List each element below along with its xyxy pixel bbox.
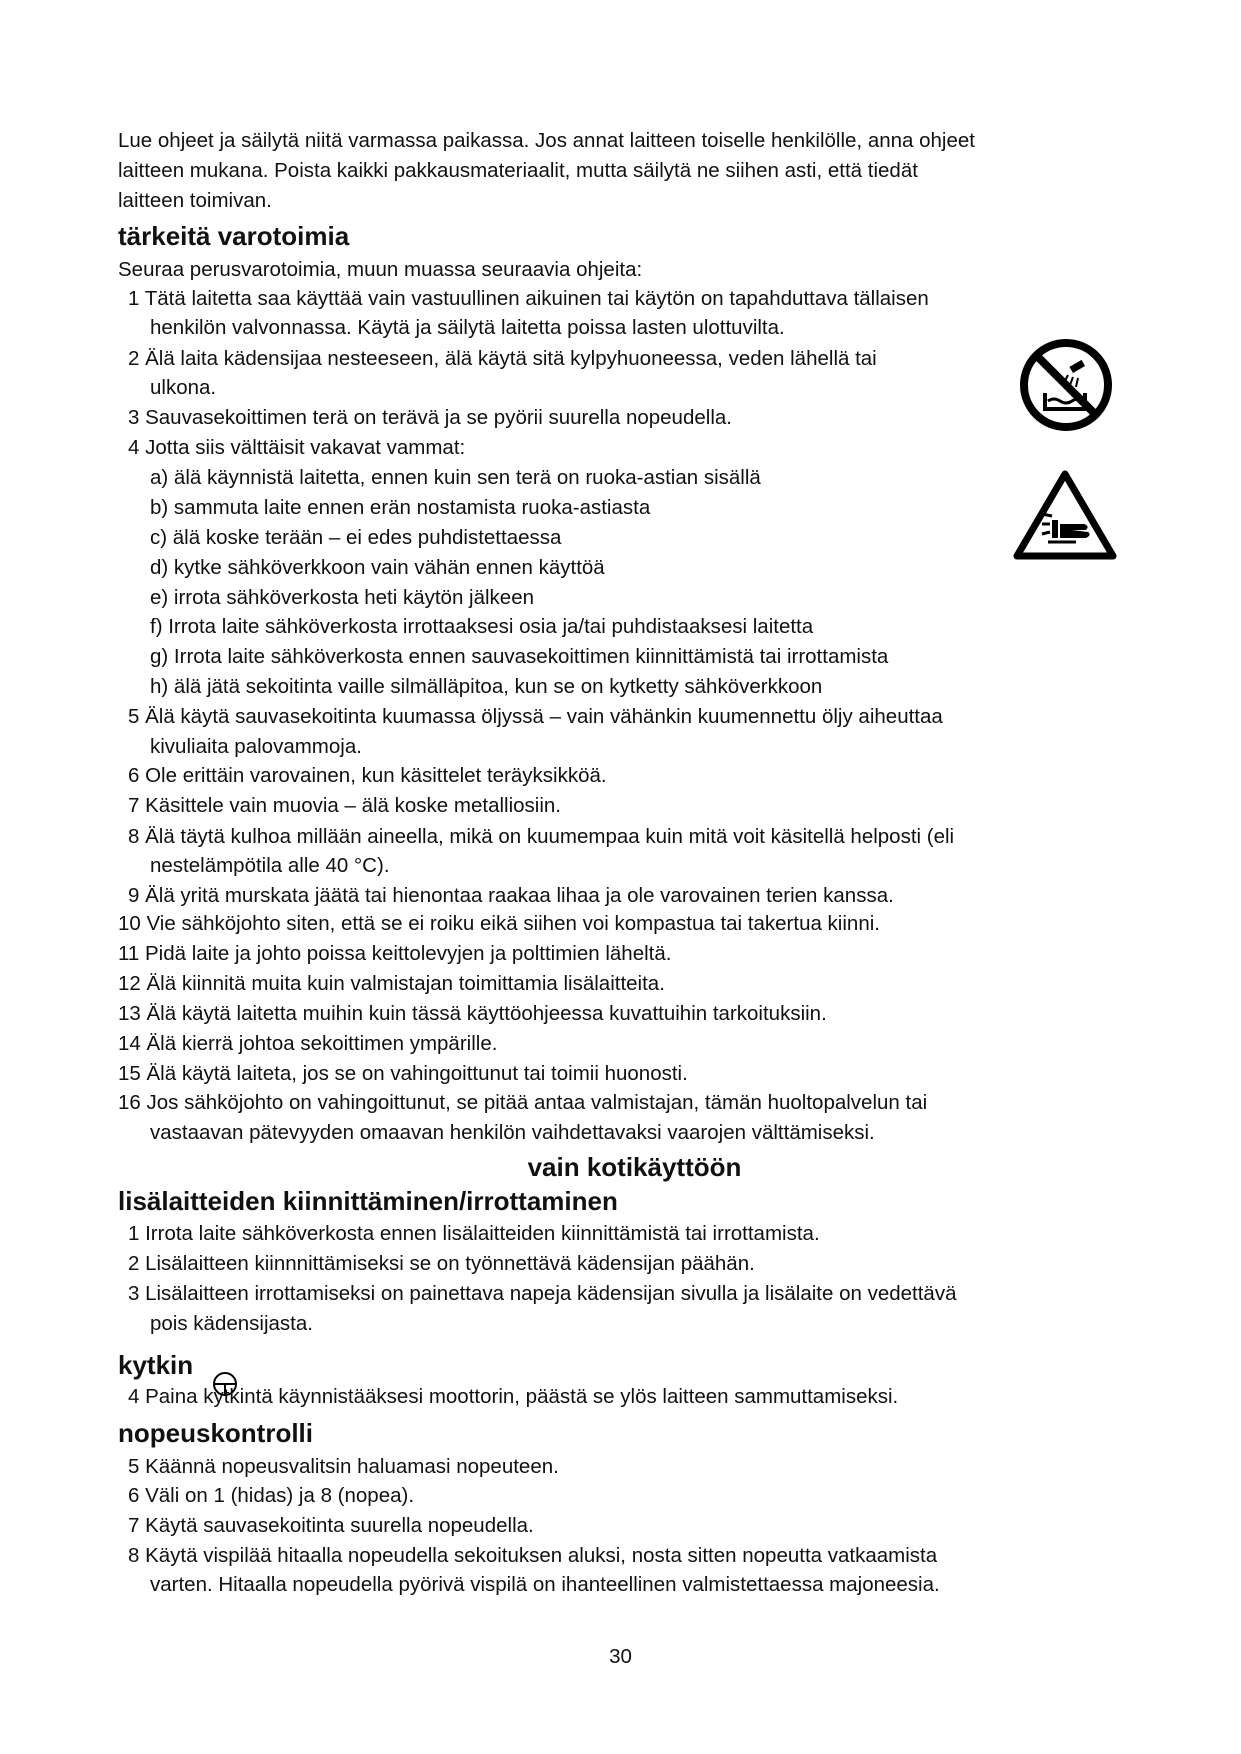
safety-line: henkilön valvonnassa. Käytä ja säilytä laitetta poissa lasten ulottuvilta. [150, 316, 785, 339]
safety-line: 6 Ole erittäin varovainen, kun käsittelet teräyksikköä. [128, 764, 607, 787]
accessories-line: 2 Lisälaitteen kiinnnittämiseksi se on työnnettävä kädensijan päähän. [128, 1252, 755, 1275]
accessories-line: 1 Irrota laite sähköverkosta ennen lisälaitteiden kiinnittämistä tai irrottamista. [128, 1222, 820, 1245]
safety-line: 11 Pidä laite ja johto poissa keittolevyjen ja polttimien läheltä. [118, 942, 672, 965]
safety-line: nestelämpötila alle 40 °C). [150, 854, 390, 877]
home-use-heading [0, 1152, 1241, 1182]
sharp-blade-warning-icon [1012, 468, 1118, 564]
safety-line: b) sammuta laite ennen erän nostamista ruoka-astiasta [150, 496, 651, 519]
intro-line: Lue ohjeet ja säilytä niitä varmassa paikassa. Jos annat laitteen toiselle henkilölle, anna ohjeet [118, 129, 975, 152]
safety-line: vastaavan pätevyyden omaavan henkilön vaihdettavaksi vaarojen välttämiseksi. [150, 1121, 875, 1144]
safety-lead: Seuraa perusvarotoimia, muun muassa seuraavia ohjeita: [118, 258, 643, 281]
intro-line: laitteen toimivan. [118, 189, 272, 212]
safety-line: 5 Älä käytä sauvasekoitinta kuumassa öljyssä – vain vähänkin kuumennettu öljy aiheuttaa [128, 705, 943, 728]
safety-line: c) älä koske terään – ei edes puhdistettaessa [150, 526, 562, 549]
safety-line: 2 Älä laita kädensijaa nesteeseen, älä käytä sitä kylpyhuoneessa, veden lähellä tai [128, 347, 877, 370]
safety-line: 15 Älä käytä laiteta, jos se on vahingoittunut tai toimii huonosti. [118, 1062, 688, 1085]
safety-line: 3 Sauvasekoittimen terä on terävä ja se pyörii suurella nopeudella. [128, 406, 732, 429]
safety-line: 12 Älä kiinnitä muita kuin valmistajan toimittamia lisälaitteita. [118, 972, 665, 995]
safety-line: f) Irrota laite sähköverkosta irrottaaksesi osia ja/tai puhdistaaksesi laitetta [150, 615, 814, 638]
speed-line: varten. Hitaalla nopeudella pyörivä vispilä on ihanteellinen valmistettaessa majoneesia. [150, 1573, 940, 1596]
safety-line: h) älä jätä sekoitinta vaille silmälläpitoa, kun se on kytketty sähköverkkoon [150, 675, 823, 698]
safety-line: 13 Älä käytä laitetta muihin kuin tässä käyttöohjeessa kuvattuihin tarkoituksiin. [118, 1002, 827, 1025]
safety-line: 1 Tätä laitetta saa käyttää vain vastuullinen aikuinen tai käytön on tapahduttava tällaisen [128, 287, 929, 310]
safety-line: 8 Älä täytä kulhoa millään aineella, mikä on kuumempaa kuin mitä voit käsitellä helposti (eli [128, 825, 955, 848]
safety-line: e) irrota sähköverkosta heti käytön jälkeen [150, 586, 535, 609]
accessories-heading: lisälaitteiden kiinnittäminen/irrottaminen [118, 1186, 618, 1216]
home-use-text: vain kotikäyttöön [527, 1152, 742, 1182]
speed-line: 5 Käännä nopeusvalitsin haluamasi nopeuteen. [128, 1455, 559, 1478]
safety-line: 7 Käsittele vain muovia – älä koske metalliosiin. [128, 794, 561, 817]
intro-line: laitteen mukana. Poista kaikki pakkausmateriaalit, mutta säilytä ne siihen asti, että tiedät [118, 159, 918, 182]
safety-line: ulkona. [150, 376, 217, 399]
page-number: 30 [609, 1645, 632, 1668]
safety-line: kivuliaita palovammoja. [150, 735, 362, 758]
safety-line: 9 Älä yritä murskata jäätä tai hienontaa raakaa lihaa ja ole varovainen terien kanssa. [128, 884, 894, 907]
speed-line: 7 Käytä sauvasekoitinta suurella nopeudella. [128, 1514, 534, 1537]
switch-line: 4 Paina kytkintä käynnistääksesi moottorin, päästä se ylös laitteen sammuttamiseksi. [128, 1385, 899, 1408]
accessories-line: pois kädensijasta. [150, 1312, 313, 1335]
safety-line: d) kytke sähköverkkoon vain vähän ennen käyttöä [150, 556, 605, 579]
safety-line: a) älä käynnistä laitetta, ennen kuin sen terä on ruoka-astian sisällä [150, 466, 761, 489]
speed-line: 6 Väli on 1 (hidas) ja 8 (nopea). [128, 1484, 415, 1507]
accessories-line: 3 Lisälaitteen irrottamiseksi on painettava napeja kädensijan sivulla ja lisälaite on vedettävä [128, 1282, 957, 1305]
safety-heading: tärkeitä varotoimia [118, 221, 350, 251]
no-water-immersion-icon [1018, 337, 1114, 433]
safety-line: 16 Jos sähköjohto on vahingoittunut, se pitää antaa valmistajan, tämän huoltopalvelun tai [118, 1091, 928, 1114]
safety-line: 4 Jotta siis välttäisit vakavat vammat: [128, 436, 466, 459]
safety-line: 10 Vie sähköjohto siten, että se ei roiku eikä siihen voi kompastua tai takertua kiinni. [118, 912, 880, 935]
switch-heading: kytkin [118, 1350, 194, 1380]
speed-heading: nopeuskontrolli [118, 1418, 313, 1448]
safety-line: g) Irrota laite sähköverkosta ennen sauvasekoittimen kiinnittämistä tai irrottamista [150, 645, 889, 668]
speed-line: 8 Käytä vispilää hitaalla nopeudella sekoituksen aluksi, nosta sitten nopeutta vatkaamista [128, 1544, 938, 1567]
safety-line: 14 Älä kierrä johtoa sekoittimen ympärille. [118, 1032, 498, 1055]
